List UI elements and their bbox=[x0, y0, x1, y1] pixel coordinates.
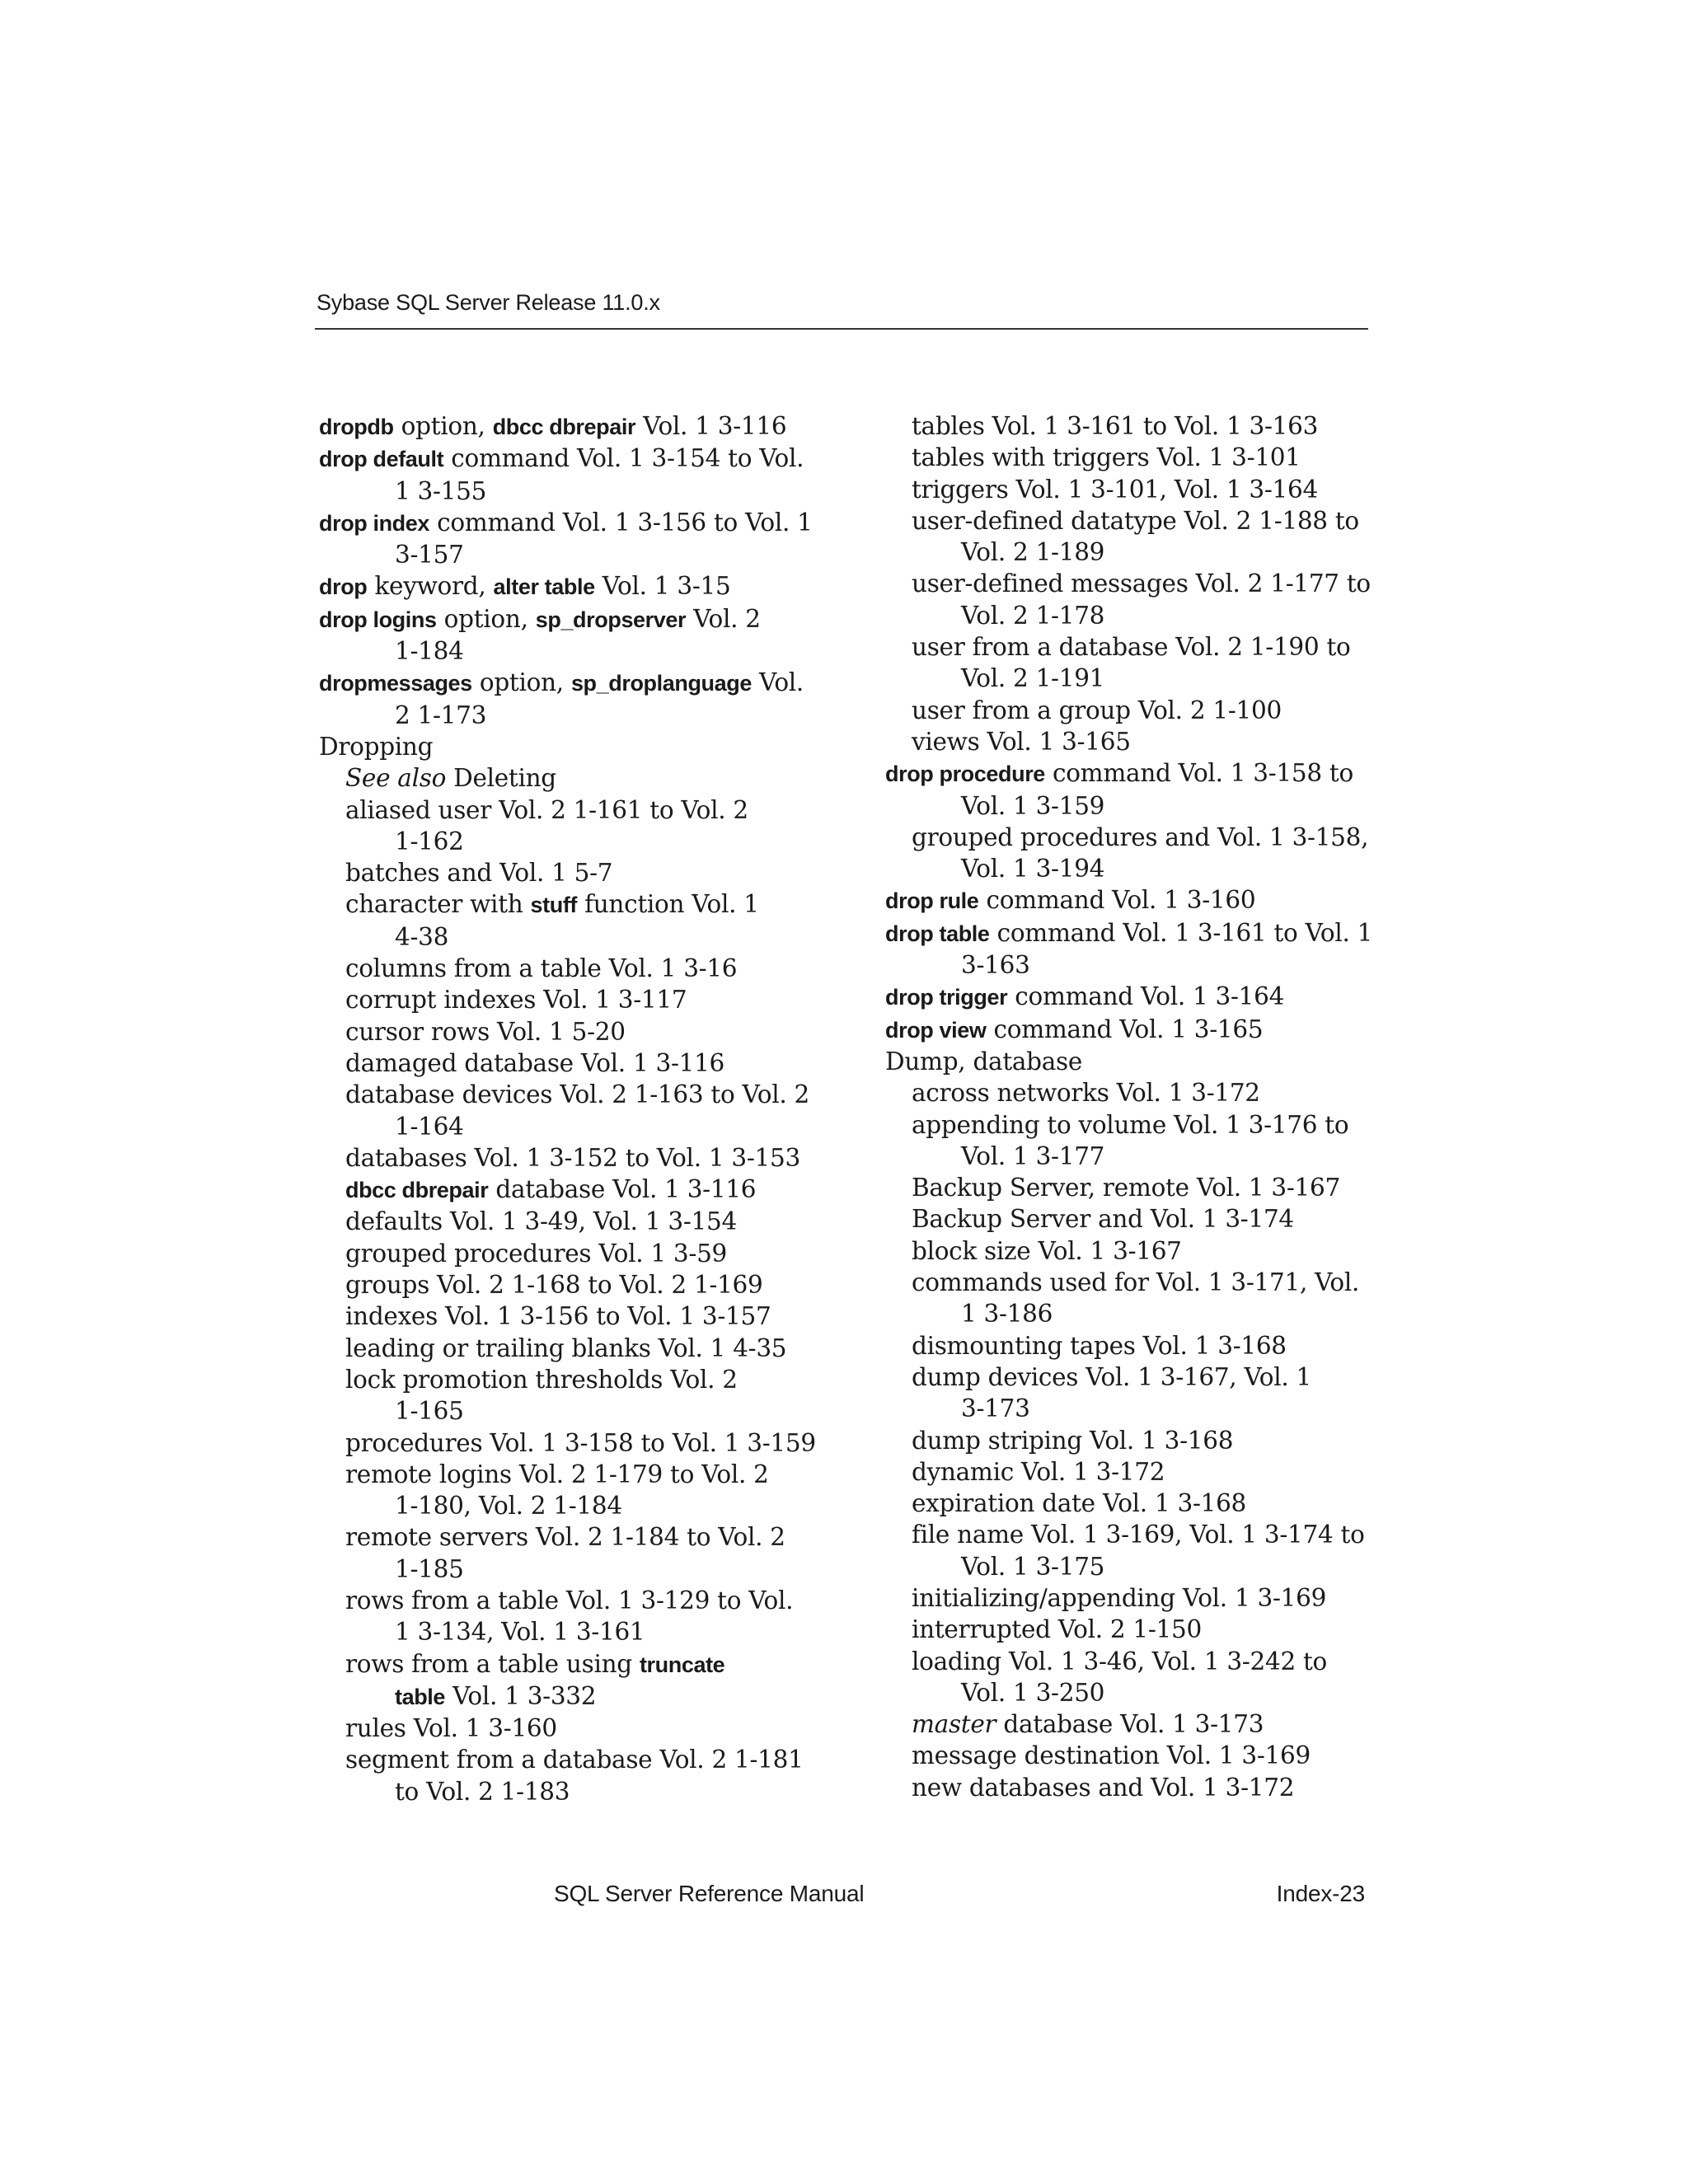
index-subentry bbox=[319, 1521, 830, 1553]
entry-text: views Vol. 1 3-165 bbox=[912, 727, 1131, 756]
index-entry bbox=[885, 917, 1388, 949]
index-entry bbox=[319, 410, 830, 443]
code-term: dropdb bbox=[319, 415, 394, 439]
index-subentry bbox=[319, 1333, 830, 1364]
index-subentry bbox=[885, 1235, 1388, 1267]
entry-text: option, bbox=[393, 412, 493, 440]
code-term: drop trigger bbox=[885, 985, 1008, 1010]
index-column-right bbox=[885, 410, 1388, 1803]
entry-text: appending to volume Vol. 1 3-176 to bbox=[912, 1110, 1349, 1139]
entry-text: corrupt indexes Vol. 1 3-117 bbox=[345, 986, 687, 1015]
index-entry bbox=[885, 757, 1388, 790]
index-entry-continuation bbox=[319, 476, 830, 507]
index-entry-continuation bbox=[319, 539, 830, 570]
entry-text: rows from a table Vol. 1 3-129 to Vol. bbox=[345, 1586, 794, 1615]
entry-text: command Vol. 1 3-165 bbox=[986, 1015, 1264, 1043]
entry-text: triggers Vol. 1 3-101, Vol. 1 3-164 bbox=[912, 475, 1318, 504]
index-subentry bbox=[885, 1740, 1388, 1771]
entry-text: Vol. 1 3-175 bbox=[961, 1552, 1105, 1581]
index-subentry bbox=[319, 1713, 830, 1744]
entry-text: user-defined datatype Vol. 2 1-188 to bbox=[912, 506, 1359, 535]
entry-text: Vol. 2 1-191 bbox=[961, 664, 1105, 693]
entry-text: file name Vol. 1 3-169, Vol. 1 3-174 to bbox=[912, 1521, 1365, 1549]
index-entry-continuation bbox=[885, 1141, 1388, 1172]
index-entry-continuation bbox=[885, 1298, 1388, 1329]
index-entry bbox=[319, 443, 830, 475]
entry-text: Vol. 1 3-177 bbox=[961, 1141, 1105, 1170]
index-entry-continuation bbox=[319, 700, 830, 731]
index-subentry bbox=[319, 1301, 830, 1332]
code-term: dbcc dbrepair bbox=[492, 415, 636, 439]
entry-text: Backup Server and Vol. 1 3-174 bbox=[912, 1205, 1294, 1234]
italic-term: master bbox=[912, 1710, 996, 1739]
entry-text: dump striping Vol. 1 3-168 bbox=[912, 1426, 1234, 1455]
entry-text: 1 3-155 bbox=[395, 476, 487, 505]
entry-text: command Vol. 1 3-160 bbox=[978, 886, 1256, 915]
entry-text: rules Vol. 1 3-160 bbox=[345, 1714, 557, 1743]
index-subentry bbox=[885, 1172, 1388, 1203]
index-subentry bbox=[885, 1456, 1388, 1488]
index-subentry bbox=[885, 1488, 1388, 1519]
index-entry bbox=[319, 667, 830, 699]
entry-text: block size Vol. 1 3-167 bbox=[912, 1236, 1182, 1265]
entry-text: command Vol. 1 3-161 to Vol. 1 bbox=[989, 918, 1373, 947]
code-term: drop table bbox=[885, 921, 990, 946]
entry-text: leading or trailing blanks Vol. 1 4-35 bbox=[345, 1333, 787, 1362]
entry-text: columns from a table Vol. 1 3-16 bbox=[345, 954, 738, 983]
entry-text: user from a database Vol. 2 1-190 to bbox=[912, 633, 1351, 662]
entry-text: character with bbox=[345, 890, 531, 919]
entry-text: Vol. 1 3-332 bbox=[445, 1681, 597, 1710]
running-header: Sybase SQL Server Release 11.0.x bbox=[316, 290, 660, 315]
index-entry bbox=[885, 884, 1388, 916]
code-term: truncate bbox=[639, 1652, 725, 1677]
index-entry-continuation bbox=[319, 1395, 830, 1427]
index-subentry bbox=[319, 794, 830, 826]
entry-text: expiration date Vol. 1 3-168 bbox=[912, 1489, 1247, 1518]
entry-text: 3-173 bbox=[961, 1394, 1030, 1423]
index-subentry bbox=[885, 1330, 1388, 1361]
entry-text: Vol. 2 1-189 bbox=[961, 538, 1105, 567]
entry-text: 1-164 bbox=[395, 1112, 464, 1141]
entry-text: Vol. 1 3-159 bbox=[961, 791, 1105, 820]
entry-text: 1 3-134, Vol. 1 3-161 bbox=[395, 1618, 645, 1647]
index-subentry bbox=[885, 631, 1388, 663]
index-subentry bbox=[319, 1744, 830, 1775]
index-subentry bbox=[885, 474, 1388, 505]
index-subentry bbox=[885, 1582, 1388, 1614]
entry-text: loading Vol. 1 3-46, Vol. 1 3-242 to bbox=[912, 1647, 1328, 1675]
entry-text: cursor rows Vol. 1 5-20 bbox=[345, 1017, 626, 1046]
index-subentry bbox=[319, 1427, 830, 1459]
index-subentry bbox=[885, 1646, 1388, 1677]
index-entry-continuation bbox=[319, 1554, 830, 1585]
index-entry-continuation bbox=[319, 1776, 830, 1807]
index-subentry bbox=[319, 857, 830, 888]
entry-text: tables with triggers Vol. 1 3-101 bbox=[912, 443, 1301, 472]
entry-text: option, bbox=[436, 604, 536, 633]
index-entry-continuation bbox=[885, 853, 1388, 884]
entry-text: user-defined messages Vol. 2 1-177 to bbox=[912, 569, 1371, 598]
entry-text: function Vol. 1 bbox=[577, 890, 759, 919]
header-rule bbox=[315, 328, 1368, 330]
index-subentry bbox=[885, 1519, 1388, 1550]
index-entry-continuation bbox=[885, 949, 1388, 981]
index-subentry bbox=[885, 1361, 1388, 1393]
index-subentry bbox=[319, 1142, 830, 1174]
entry-text: remote logins Vol. 2 1-179 to Vol. 2 bbox=[345, 1460, 769, 1488]
entry-text: groups Vol. 2 1-168 to Vol. 2 1-169 bbox=[345, 1271, 763, 1300]
index-entry-continuation bbox=[885, 790, 1388, 822]
entry-text: Vol. 1 3-15 bbox=[594, 572, 731, 601]
index-subentry bbox=[319, 1047, 830, 1079]
index-entry bbox=[319, 603, 830, 635]
entry-text: dynamic Vol. 1 3-172 bbox=[912, 1457, 1165, 1486]
index-subentry bbox=[319, 1016, 830, 1047]
entry-text: indexes Vol. 1 3-156 to Vol. 1 3-157 bbox=[345, 1302, 771, 1331]
index-subentry bbox=[885, 568, 1388, 599]
index-subentry bbox=[319, 1174, 830, 1206]
entry-text: 1-162 bbox=[395, 827, 464, 855]
index-subentry bbox=[319, 1206, 830, 1237]
entry-text: Vol. 2 1-178 bbox=[961, 601, 1105, 630]
entry-text: initializing/appending Vol. 1 3-169 bbox=[912, 1583, 1327, 1612]
index-subentry bbox=[319, 888, 830, 921]
italic-term: See also bbox=[345, 764, 447, 793]
index-entry-continuation bbox=[319, 1616, 830, 1647]
index-subentry bbox=[319, 984, 830, 1015]
entry-text: Backup Server, remote Vol. 1 3-167 bbox=[912, 1174, 1340, 1202]
index-subentry bbox=[319, 1648, 830, 1680]
entry-text: interrupted Vol. 2 1-150 bbox=[912, 1615, 1202, 1644]
entry-text: database Vol. 1 3-173 bbox=[996, 1710, 1264, 1739]
index-entry-continuation bbox=[885, 1677, 1388, 1708]
entry-text: procedures Vol. 1 3-158 to Vol. 1 3-159 bbox=[345, 1428, 816, 1457]
index-entry-continuation bbox=[319, 1111, 830, 1142]
entry-text: commands used for Vol. 1 3-171, Vol. bbox=[912, 1268, 1360, 1297]
index-entry-continuation bbox=[885, 1393, 1388, 1424]
entry-text: 1-165 bbox=[395, 1397, 464, 1426]
index-subentry bbox=[885, 1077, 1388, 1108]
entry-text: batches and Vol. 1 5-7 bbox=[345, 859, 613, 888]
index-subentry bbox=[885, 442, 1388, 473]
code-term: drop bbox=[319, 574, 368, 600]
code-term: sp_droplanguage bbox=[570, 671, 752, 696]
index-subentry bbox=[319, 1585, 830, 1616]
entry-text: aliased user Vol. 2 1-161 to Vol. 2 bbox=[345, 795, 748, 824]
entry-text: remote servers Vol. 2 1-184 to Vol. 2 bbox=[345, 1523, 785, 1552]
index-subentry bbox=[885, 695, 1388, 726]
code-term: dropmessages bbox=[319, 671, 472, 696]
entry-text: command Vol. 1 3-154 to Vol. bbox=[443, 444, 804, 473]
entry-text: 3-163 bbox=[961, 951, 1030, 980]
index-subentry bbox=[319, 953, 830, 984]
entry-text: new databases and Vol. 1 3-172 bbox=[912, 1773, 1295, 1802]
index-entry-continuation bbox=[885, 1551, 1388, 1582]
entry-text: databases Vol. 1 3-152 to Vol. 1 3-153 bbox=[345, 1143, 800, 1172]
index-entry-continuation bbox=[885, 663, 1388, 694]
index-entry-continuation bbox=[319, 921, 830, 953]
entry-text: 1-184 bbox=[395, 637, 464, 666]
index-subentry bbox=[885, 1614, 1388, 1645]
index-column-left bbox=[319, 410, 830, 1807]
entry-text: defaults Vol. 1 3-49, Vol. 1 3-154 bbox=[345, 1207, 737, 1236]
index-entry bbox=[319, 507, 830, 539]
index-subentry bbox=[319, 1269, 830, 1301]
entry-text: Vol. 1 3-194 bbox=[961, 855, 1105, 883]
entry-text: across networks Vol. 1 3-172 bbox=[912, 1079, 1260, 1108]
index-subentry bbox=[319, 1364, 830, 1395]
entry-text: dismounting tapes Vol. 1 3-168 bbox=[912, 1331, 1287, 1360]
code-term: drop logins bbox=[319, 607, 437, 632]
index-subentry bbox=[885, 410, 1388, 442]
index-entry bbox=[885, 1014, 1388, 1046]
index-subentry bbox=[885, 1109, 1388, 1141]
index-subentry bbox=[885, 505, 1388, 537]
entry-text: Dump, database bbox=[885, 1047, 1083, 1076]
entry-text: lock promotion thresholds Vol. 2 bbox=[345, 1365, 738, 1394]
footer-page-number: Index-23 bbox=[1276, 1881, 1365, 1906]
entry-text: 2 1-173 bbox=[395, 701, 487, 729]
index-entry bbox=[885, 981, 1388, 1013]
code-term: stuff bbox=[530, 893, 578, 918]
entry-text: Deleting bbox=[446, 764, 556, 793]
code-term: alter table bbox=[493, 574, 595, 600]
entry-text: 1-185 bbox=[395, 1554, 464, 1583]
index-subentry bbox=[885, 1708, 1388, 1740]
entry-text: command Vol. 1 3-156 to Vol. 1 bbox=[429, 508, 813, 537]
code-term: drop index bbox=[319, 510, 430, 536]
entry-text: segment from a database Vol. 2 1-181 bbox=[345, 1746, 804, 1774]
entry-text: Vol. bbox=[751, 668, 804, 697]
index-subentry bbox=[319, 1238, 830, 1269]
code-term: drop procedure bbox=[885, 762, 1045, 787]
index-subentry bbox=[319, 1459, 830, 1490]
code-term: sp_dropserver bbox=[535, 607, 687, 632]
entry-text: rows from a table using bbox=[345, 1649, 640, 1678]
code-term: table bbox=[395, 1684, 446, 1709]
index-subentry bbox=[885, 1425, 1388, 1456]
entry-text: damaged database Vol. 1 3-116 bbox=[345, 1048, 725, 1077]
entry-text: user from a group Vol. 2 1-100 bbox=[912, 696, 1282, 724]
entry-text: keyword, bbox=[367, 572, 494, 601]
entry-text: grouped procedures and Vol. 1 3-158, bbox=[912, 823, 1369, 851]
index-entry-continuation bbox=[319, 1490, 830, 1521]
code-term: drop rule bbox=[885, 888, 979, 914]
index-entry bbox=[885, 1046, 1388, 1077]
code-term: drop view bbox=[885, 1017, 987, 1043]
index-subentry bbox=[885, 1203, 1388, 1235]
entry-text: grouped procedures Vol. 1 3-59 bbox=[345, 1239, 728, 1268]
index-subentry bbox=[885, 1772, 1388, 1803]
index-subentry bbox=[885, 1267, 1388, 1298]
entry-text: to Vol. 2 1-183 bbox=[395, 1777, 570, 1806]
index-entry bbox=[319, 570, 830, 602]
footer-manual-title: SQL Server Reference Manual bbox=[554, 1881, 865, 1906]
code-term: dbcc dbrepair bbox=[345, 1178, 489, 1203]
entry-text: Dropping bbox=[319, 732, 434, 761]
entry-text: dump devices Vol. 1 3-167, Vol. 1 bbox=[912, 1362, 1311, 1391]
entry-text: Vol. 1 3-116 bbox=[635, 412, 787, 440]
entry-text: database devices Vol. 2 1-163 to Vol. 2 bbox=[345, 1080, 810, 1109]
entry-text: database Vol. 1 3-116 bbox=[488, 1175, 757, 1204]
entry-text: message destination Vol. 1 3-169 bbox=[912, 1741, 1311, 1770]
entry-text: Vol. 1 3-250 bbox=[961, 1678, 1105, 1707]
index-entry-continuation bbox=[319, 635, 830, 667]
entry-text: 3-157 bbox=[395, 541, 464, 569]
entry-text: tables Vol. 1 3-161 to Vol. 1 3-163 bbox=[912, 412, 1319, 440]
entry-text: 4-38 bbox=[395, 922, 449, 951]
index-subentry bbox=[319, 762, 830, 794]
index-subentry bbox=[885, 726, 1388, 757]
index-entry-continuation bbox=[885, 600, 1388, 631]
entry-text: command Vol. 1 3-158 to bbox=[1044, 759, 1353, 788]
index-subentry bbox=[885, 822, 1388, 853]
entry-text: 1-180, Vol. 2 1-184 bbox=[395, 1492, 622, 1521]
index-entry-continuation bbox=[319, 1680, 830, 1713]
index-entry bbox=[319, 731, 830, 762]
entry-text: Vol. 2 bbox=[686, 604, 761, 633]
code-term: drop default bbox=[319, 447, 444, 472]
index-entry-continuation bbox=[319, 826, 830, 857]
entry-text: command Vol. 1 3-164 bbox=[1007, 982, 1285, 1011]
index-entry-continuation bbox=[885, 537, 1388, 568]
index-subentry bbox=[319, 1079, 830, 1110]
entry-text: 1 3-186 bbox=[961, 1300, 1053, 1329]
entry-text: option, bbox=[471, 668, 571, 697]
